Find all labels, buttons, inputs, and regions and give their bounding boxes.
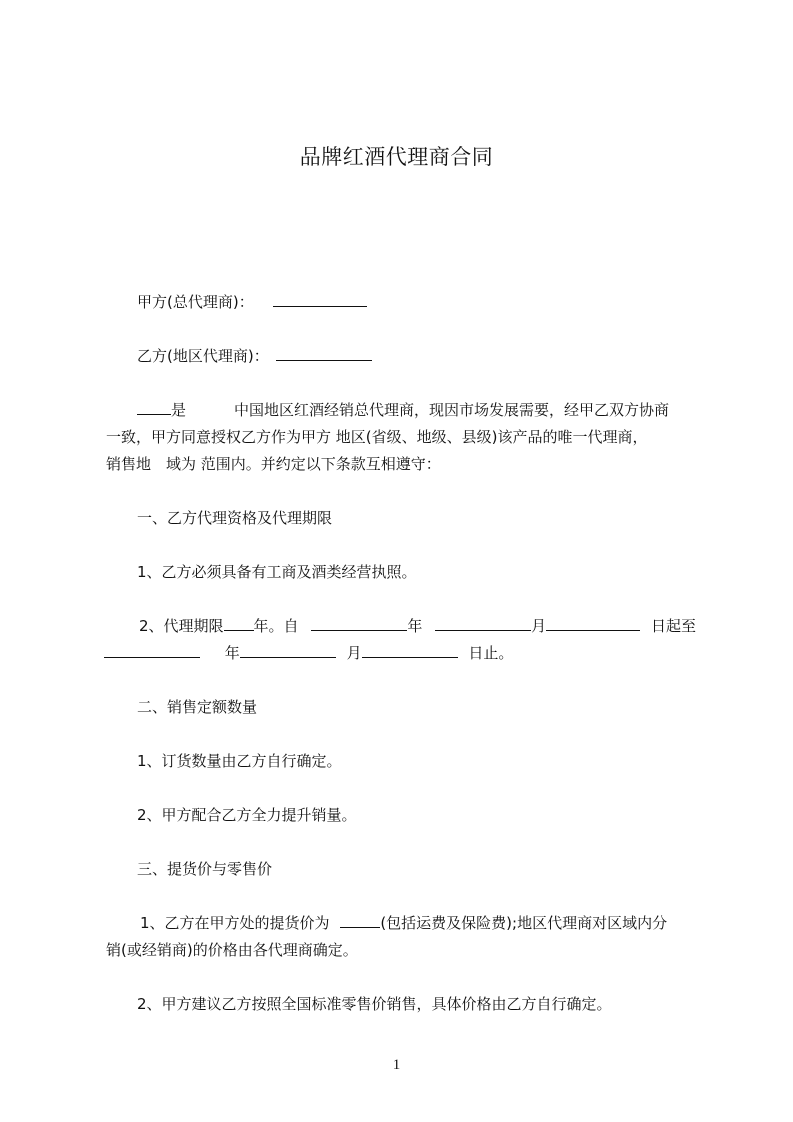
- section-2-heading: 二、销售定额数量: [137, 698, 258, 716]
- end-year-blank: [104, 642, 200, 658]
- section-2-item-1: 1、订货数量由乙方自行确定。: [137, 752, 342, 770]
- start-year-blank: [311, 615, 407, 631]
- party-a-label: 甲方(总代理商)：: [137, 293, 254, 311]
- section-1-item-2: [139, 615, 696, 637]
- section-3-item-1: [140, 912, 667, 934]
- intro-line-2: 一致，甲方同意授权乙方作为甲方 地区(省级、地级、县级)该产品的唯一代理商，: [106, 428, 648, 446]
- party-b-label: 乙方(地区代理商)：: [137, 347, 269, 365]
- end-month-label: 月: [346, 644, 362, 662]
- start-month-label: 月: [531, 617, 547, 635]
- section-2-item-2: 2、甲方配合乙方全力提升销量。: [137, 806, 357, 824]
- intro-is: 是: [171, 401, 187, 419]
- end-day-label: 日止。: [468, 644, 514, 662]
- price-suffix: (包括运费及保险费);地区代理商对区域内分: [380, 914, 668, 932]
- price-blank: [340, 912, 380, 928]
- price-prefix: 1、乙方在甲方处的提货价为: [140, 914, 330, 932]
- intro-line-3: 销售地 域为 范围内。并约定以下条款互相遵守：: [106, 455, 441, 473]
- party-b-line: [137, 345, 372, 367]
- intro-line-1: [137, 399, 669, 421]
- party-a-blank: [273, 291, 367, 307]
- term-years-blank: [224, 615, 254, 631]
- section-3-heading: 三、提货价与零售价: [137, 860, 273, 878]
- intro-line-1-text: 中国地区红酒经销总代理商，现因市场发展需要，经甲乙双方协商: [234, 401, 670, 419]
- intro-company-blank: [137, 399, 171, 415]
- start-year-label: 年: [407, 617, 423, 635]
- start-day-blank: [546, 615, 640, 631]
- page-number: 1: [392, 1057, 401, 1073]
- start-month-blank: [435, 615, 531, 631]
- end-day-blank: [362, 642, 458, 658]
- party-b-blank: [276, 345, 372, 361]
- section-1-heading: 一、乙方代理资格及代理期限: [137, 509, 333, 527]
- start-day-label: 日起至: [650, 617, 696, 635]
- end-month-blank: [240, 642, 336, 658]
- section-3-item-1-cont: 销(或经销商)的价格由各代理商确定。: [106, 941, 358, 959]
- term-year-unit: 年。自: [253, 617, 299, 635]
- section-1-item-1: 1、乙方必须具备有工商及酒类经营执照。: [137, 563, 417, 581]
- section-1-item-2-cont: [104, 642, 513, 664]
- section-3-item-2: 2、甲方建议乙方按照全国标准零售价销售，具体价格由乙方自行确定。: [137, 995, 612, 1013]
- document-title: 品牌红酒代理商合同: [299, 145, 494, 169]
- term-prefix: 2、代理期限: [139, 617, 224, 635]
- end-year-label: 年: [224, 644, 240, 662]
- party-a-line: [137, 291, 367, 313]
